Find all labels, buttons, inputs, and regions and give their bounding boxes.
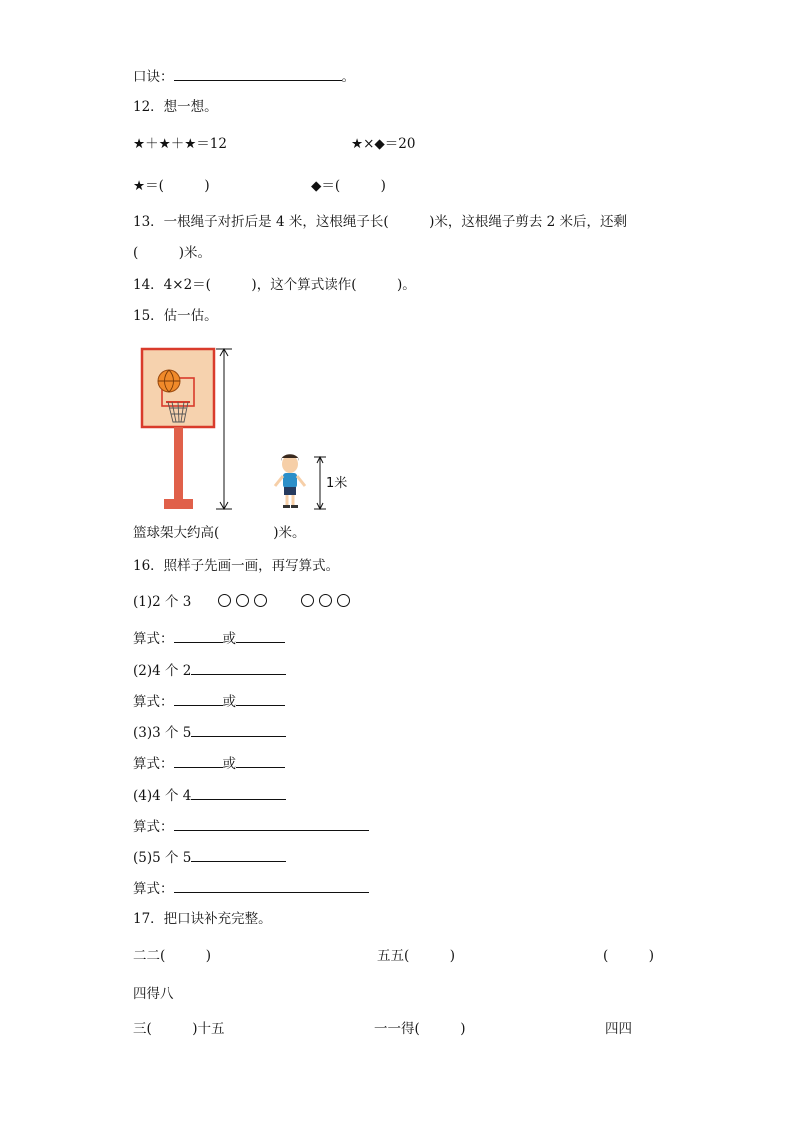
one-meter-arrow bbox=[314, 457, 326, 509]
q17-r1c-cont: 四得八 bbox=[133, 986, 174, 1002]
q17-r1c: ( ) bbox=[603, 948, 655, 964]
q16-formula-1: 算式： 或 bbox=[133, 629, 285, 648]
q16-item-1: (1)2 个 3 bbox=[133, 594, 192, 610]
circle-icon bbox=[236, 594, 249, 607]
koujue-blank[interactable] bbox=[174, 67, 342, 81]
circle-icon bbox=[301, 594, 314, 607]
formula-blank[interactable] bbox=[174, 879, 369, 893]
one-meter-label: 1米 bbox=[326, 476, 348, 491]
q12-ans1[interactable]: ★＝( ) bbox=[133, 178, 210, 194]
q13-line1: 13．一根绳子对折后是 4 米，这根绳子长( )米，这根绳子剪去 2 米后，还剩 bbox=[133, 214, 628, 230]
height-arrow bbox=[216, 349, 232, 509]
q13-line2: ( )米。 bbox=[133, 245, 212, 261]
q16-formula-5: 算式： bbox=[133, 879, 369, 898]
circle-icon bbox=[319, 594, 332, 607]
q12-eq2: ★×◆＝20 bbox=[351, 136, 416, 152]
q17-title: 17．把口诀补充完整。 bbox=[133, 911, 272, 927]
circle-icon bbox=[337, 594, 350, 607]
q17-r2b: 一一得( ) bbox=[374, 1021, 466, 1037]
circle-icon bbox=[254, 594, 267, 607]
q12-ans2[interactable]: ◆＝( ) bbox=[311, 178, 386, 194]
basketball-icon bbox=[158, 370, 180, 392]
circle-group-2 bbox=[301, 593, 355, 611]
q16-title: 16．照样子先画一画，再写算式。 bbox=[133, 558, 340, 574]
q15-title: 15．估一估。 bbox=[133, 308, 218, 324]
circle-group-1 bbox=[218, 593, 272, 611]
q17-r1b: 五五( ) bbox=[377, 948, 456, 964]
q16-item-5: (5)5 个 5 bbox=[133, 848, 286, 867]
q16-item-2: (2)4 个 2 bbox=[133, 661, 286, 680]
formula-blank[interactable] bbox=[174, 629, 223, 643]
q12-eq1: ★＋★＋★＝12 bbox=[133, 136, 227, 152]
formula-blank[interactable] bbox=[174, 692, 223, 706]
draw-blank[interactable] bbox=[191, 848, 286, 862]
pole bbox=[174, 427, 183, 499]
draw-blank[interactable] bbox=[191, 723, 286, 737]
q17-r2c: 四四 bbox=[605, 1021, 632, 1037]
draw-blank[interactable] bbox=[191, 661, 286, 675]
q15-answer: 篮球架大约高( )米。 bbox=[133, 525, 306, 541]
q16-item-4: (4)4 个 4 bbox=[133, 786, 286, 805]
formula-blank[interactable] bbox=[236, 754, 285, 768]
q17-r1a: 二二( ) bbox=[133, 948, 212, 964]
q14-line: 14．4×2＝( )，这个算式读作( )。 bbox=[133, 277, 416, 293]
q16-formula-4: 算式： bbox=[133, 817, 369, 836]
q16-formula-3: 算式： 或 bbox=[133, 754, 285, 773]
q16-formula-2: 算式： 或 bbox=[133, 692, 285, 711]
q16-item-3: (3)3 个 5 bbox=[133, 723, 286, 742]
q17-r2a: 三( )十五 bbox=[133, 1021, 225, 1037]
circle-icon bbox=[218, 594, 231, 607]
boy-icon bbox=[275, 454, 305, 508]
formula-blank[interactable] bbox=[236, 692, 285, 706]
formula-blank[interactable] bbox=[174, 754, 223, 768]
draw-blank[interactable] bbox=[191, 786, 286, 800]
koujue-line: 口诀： 。 bbox=[133, 69, 355, 85]
formula-blank[interactable] bbox=[174, 817, 369, 831]
formula-blank[interactable] bbox=[236, 629, 285, 643]
basketball-figure bbox=[130, 340, 360, 518]
pole-base bbox=[164, 499, 193, 509]
q12-title: 12．想一想。 bbox=[133, 99, 218, 115]
